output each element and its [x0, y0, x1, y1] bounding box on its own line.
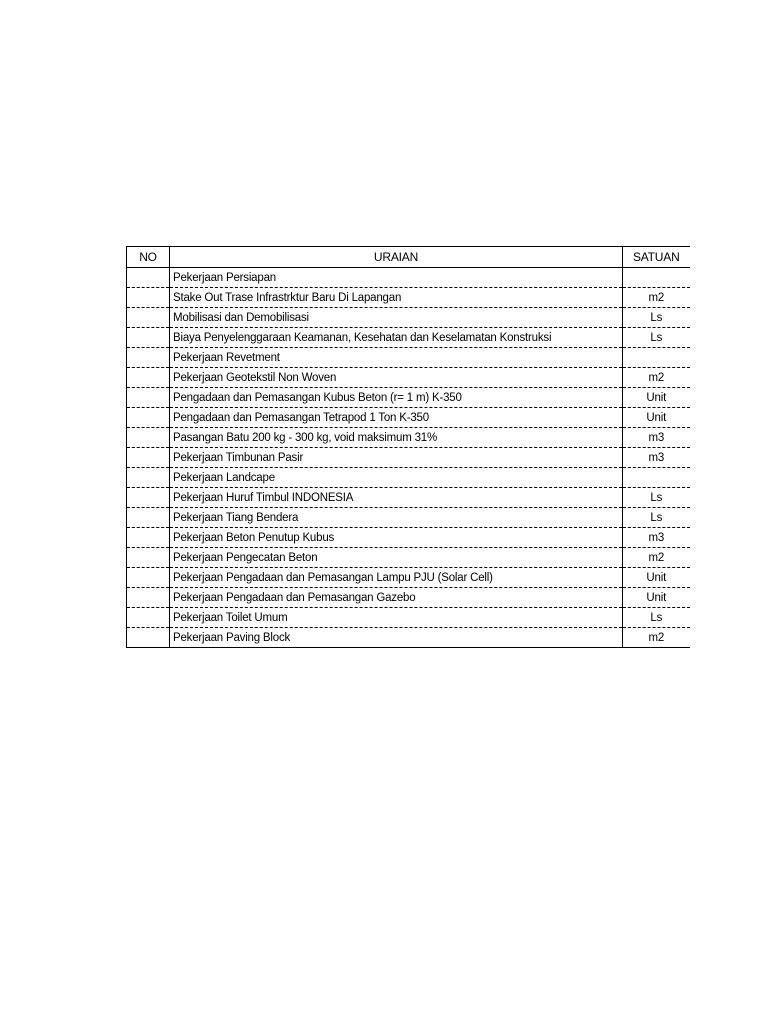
row-no-cell — [127, 388, 170, 408]
row-satuan-cell: m2 — [623, 288, 690, 308]
row-satuan-cell: m2 — [623, 548, 690, 568]
row-satuan-cell: Unit — [623, 408, 690, 428]
table-row — [127, 408, 690, 428]
row-uraian-cell: Pekerjaan Landcape — [170, 468, 623, 488]
row-no-cell — [127, 608, 170, 628]
row-uraian-cell: Stake Out Trase Infrastrktur Baru Di Lapangan — [170, 288, 623, 308]
table-row — [127, 628, 690, 648]
table-row — [127, 448, 690, 468]
row-no-cell — [127, 508, 170, 528]
row-no-cell — [127, 348, 170, 368]
table-row — [127, 428, 690, 448]
row-satuan-cell: Ls — [623, 608, 690, 628]
row-uraian-cell: Pekerjaan Revetment — [170, 348, 623, 368]
row-no-cell — [127, 628, 170, 648]
row-satuan-cell: m3 — [623, 448, 690, 468]
row-no-cell — [127, 288, 170, 308]
row-satuan-cell: Ls — [623, 328, 690, 348]
table-row — [127, 568, 690, 588]
table-row — [127, 348, 690, 368]
row-satuan-cell — [623, 268, 690, 288]
row-uraian-cell: Pekerjaan Geotekstil Non Woven — [170, 368, 623, 388]
row-uraian-cell: Pekerjaan Toilet Umum — [170, 608, 623, 628]
row-satuan-cell — [623, 468, 690, 488]
row-satuan-cell — [623, 348, 690, 368]
row-no-cell — [127, 528, 170, 548]
table-row — [127, 268, 690, 288]
table-row — [127, 488, 690, 508]
table-row — [127, 588, 690, 608]
table-row — [127, 308, 690, 328]
table-row — [127, 528, 690, 548]
row-satuan-cell: Unit — [623, 568, 690, 588]
header-no: NO — [127, 247, 170, 268]
row-satuan-cell: m3 — [623, 528, 690, 548]
table-row — [127, 508, 690, 528]
table-body — [127, 268, 690, 648]
work-items-table — [126, 246, 690, 648]
table-row — [127, 368, 690, 388]
row-no-cell — [127, 588, 170, 608]
header-row — [127, 247, 690, 268]
row-satuan-cell: Ls — [623, 488, 690, 508]
table-row — [127, 548, 690, 568]
row-uraian-cell: Mobilisasi dan Demobilisasi — [170, 308, 623, 328]
row-satuan-cell: m3 — [623, 428, 690, 448]
row-uraian-cell: Pekerjaan Timbunan Pasir — [170, 448, 623, 468]
table-header — [127, 247, 690, 268]
row-no-cell — [127, 568, 170, 588]
row-no-cell — [127, 428, 170, 448]
row-no-cell — [127, 448, 170, 468]
row-uraian-cell: Pekerjaan Paving Block — [170, 628, 623, 648]
row-no-cell — [127, 268, 170, 288]
row-uraian-cell: Pengadaan dan Pemasangan Kubus Beton (r= 1 m) K-350 — [170, 388, 623, 408]
row-satuan-cell: m2 — [623, 368, 690, 388]
header-uraian: URAIAN — [170, 247, 623, 268]
row-no-cell — [127, 368, 170, 388]
row-no-cell — [127, 408, 170, 428]
table-row — [127, 608, 690, 628]
row-uraian-cell: Pekerjaan Pengecatan Beton — [170, 548, 623, 568]
row-uraian-cell: Pekerjaan Pengadaan dan Pemasangan Lampu PJU (Solar Cell) — [170, 568, 623, 588]
row-satuan-cell: Ls — [623, 508, 690, 528]
row-uraian-cell: Pekerjaan Beton Penutup Kubus — [170, 528, 623, 548]
table-row — [127, 328, 690, 348]
row-no-cell — [127, 468, 170, 488]
row-satuan-cell: Ls — [623, 308, 690, 328]
row-no-cell — [127, 548, 170, 568]
row-no-cell — [127, 328, 170, 348]
table-row — [127, 388, 690, 408]
header-satuan: SATUAN — [623, 247, 690, 268]
row-uraian-cell: Pengadaan dan Pemasangan Tetrapod 1 Ton K-350 — [170, 408, 623, 428]
row-uraian-cell: Pasangan Batu 200 kg - 300 kg, void maksimum 31% — [170, 428, 623, 448]
row-no-cell — [127, 488, 170, 508]
row-satuan-cell: m2 — [623, 628, 690, 648]
row-no-cell — [127, 308, 170, 328]
row-satuan-cell: Unit — [623, 388, 690, 408]
row-uraian-cell: Pekerjaan Huruf Timbul INDONESIA — [170, 488, 623, 508]
row-uraian-cell: Pekerjaan Persiapan — [170, 268, 623, 288]
row-uraian-cell: Biaya Penyelenggaraan Keamanan, Kesehatan dan Keselamatan Konstruksi — [170, 328, 623, 348]
row-satuan-cell: Unit — [623, 588, 690, 608]
row-uraian-cell: Pekerjaan Tiang Bendera — [170, 508, 623, 528]
table-row — [127, 288, 690, 308]
row-uraian-cell: Pekerjaan Pengadaan dan Pemasangan Gazebo — [170, 588, 623, 608]
table-row — [127, 468, 690, 488]
